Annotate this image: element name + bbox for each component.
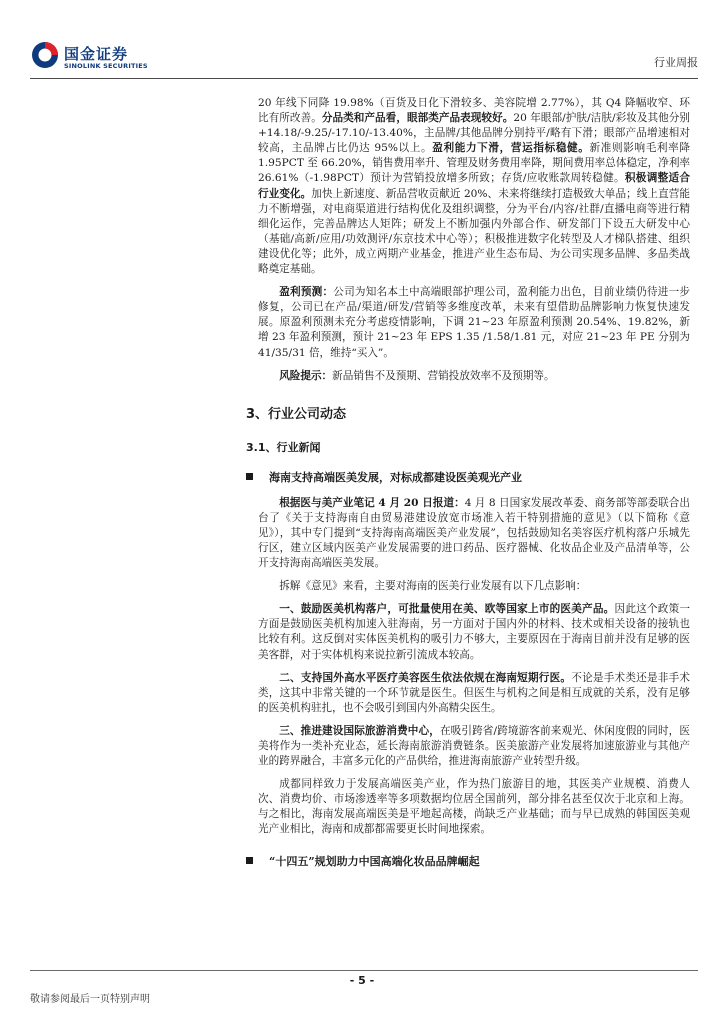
news-1-paragraph-1 — [258, 496, 690, 571]
news-1-text-1: 4 月 8 日国家发展改革委、商务部等部委联合出台了《关于支持海南自由贸易港建设放宽市场准入若干特别措施的意见》（以下简称《意见》），其中专门提到“支持海南高端医美产业发展”，包括鼓励知名美容医疗机构落户乐城先行区，建立区域内医美产业发展需要的进口药品、医疗器械、化妆品企业及产品清单等，公开支持海南高端医美发展。 — [258, 496, 690, 570]
analysis-text-3: 新准则影响毛利率降 1.95PCT 至 66.20%，销售费用率升、管理及财务费用率降，期间费用率总体稳定，净利率 26.61%（-1.98PCT）预计为营销投放增多所致；存货/应收账款周转稳健。 — [258, 142, 691, 185]
section-3-heading: 3、行业公司动态 — [246, 406, 347, 422]
news-1-point-3: 三、推进建设国际旅游消费中心， — [279, 724, 440, 737]
analysis-text-2: 20 年眼部/护肤/洁肤/彩妆及其他分别+14.18/-9.25/-17.10/-13.40%，主品牌/其他品牌分别持平/略有下滑；眼部产品增速相对较高，主品牌占比仍达 95%以上。 — [258, 112, 691, 155]
company-analysis-paragraph — [258, 96, 690, 277]
news-1-text-5: 在吸引跨省/跨境游客前来观光、休闲度假的同时，医美将作为一类补充业态，延长海南旅游消费链条。医美旅游产业发展将加速旅游业与其他产业的跨界融合，丰富多元化的产品供给，推进海南旅游产业转型升级。 — [258, 724, 690, 768]
news-1-source: 根据医与美产业笔记 4 月 20 日报道： — [279, 496, 465, 509]
page-header — [30, 36, 698, 76]
news-2-title: “十四五”规划助力中国高端化妆品品牌崛起 — [269, 854, 480, 868]
square-bullet-icon — [246, 473, 253, 480]
section-3-1-heading: 3.1、行业新闻 — [246, 440, 321, 454]
analysis-text-1: 20 年线下同降 19.98%（百货及日化下滑较多、美容院增 2.77%），其 Q4 降幅收窄、环比有所改善。 — [258, 97, 690, 125]
profit-forecast-paragraph — [258, 285, 690, 360]
news-1-heading — [246, 470, 690, 486]
logo-text-en: SINOLINK SECURITIES — [64, 62, 148, 70]
profit-forecast-text: 公司为知名本土中高端眼部护理公司，盈利能力出色，目前业绩仍待进一步修复，公司已在产品/渠道/研发/营销等多维度改革，未来有望借助品牌影响力恢复快速发展。原盈利预测未充分考虑疫情影响，下调 21~23 年原盈利预测 20.54%、19.82%，新增 23 年盈利预测，预计 21~23 年 EPS 1.35 /1.58/1.81 元，对应 21~23 年 PE 分别为 41/35/31 倍，维持“买入”。 — [258, 286, 691, 359]
footer-divider — [30, 970, 698, 971]
profit-forecast-label: 盈利预测： — [279, 286, 334, 299]
news-1-paragraph-5 — [258, 724, 690, 769]
news-1-paragraph-3 — [258, 602, 690, 662]
news-1-paragraph-4 — [258, 671, 690, 716]
page-number: - 5 - — [349, 974, 375, 987]
square-bullet-icon — [246, 857, 253, 864]
analysis-text-4: 加快上新速度、新品营收贡献近 20%、未来将继续打造极致大单品；线上直营能力不断增强，对电商渠道进行结构优化及组织调整，分为平台/内容/社群/直播电商等进行精细化运作，完善品牌达人矩阵；研发上不断加强内外部合作、研发部门下设五大研发中心（基础/高新/应用/功效测评/东京技术中心等）；积极推进数字化转型及人才梯队搭建、组织建设优化等；此外，成立两期产业基金，推进产业生态布局、为公司实现多品牌、多品类战略奠定基础。 — [258, 187, 690, 276]
footer-disclaimer: 敬请参阅最后一页特别声明 — [30, 994, 150, 1005]
news-1-point-2: 二、支持国外高水平医疗美容医生依法依规在海南短期行医。 — [279, 671, 572, 684]
logo-text-cn: 国金证券 — [64, 45, 129, 63]
news-1-text-3: 因此这个政策一方面是鼓励医美机构加速入驻海南，另一方面对于国内外的材料、技术或相关设备的接轨也比较有利。这反倒对实体医美机构的吸引力不够大，主要原因在于海南目前并没有足够的医美客群，对于实体机构来说拉新引流成本较高。 — [258, 603, 691, 661]
risk-warning-text: 新品销售不及预期、营销投放效率不及预期等。 — [332, 369, 555, 382]
news-1-point-1: 一、鼓励医美机构落户，可批量使用在美、欧等国家上市的医美产品。 — [279, 603, 615, 616]
main-content — [246, 96, 691, 880]
news-1-paragraph-6 — [258, 777, 690, 837]
news-1-text-6: 成都同样致力于发展高端医美产业，作为热门旅游目的地，其医美产业规模、消费人次、消费均价、市场渗透率等多项数据均位居全国前列，部分排名甚至仅次于北京和上海。与之相比，海南发展高端医美是平地起高楼，尚缺乏产业基础；而与早已成熟的韩国医美观光产业相比，海南和成都都需要更长时间地探索。 — [258, 778, 690, 836]
risk-warning-paragraph — [258, 369, 690, 384]
sinolink-logo-icon — [30, 40, 60, 70]
news-1-text-4: 不论是手术类还是非手术类，这其中非常关键的一个环节就是医生。但医生与机构之间是相互成就的关系，没有足够的医美机构驻扎，也不会吸引到国内外高精尖医生。 — [258, 671, 691, 714]
news-2-heading — [246, 854, 690, 870]
header-divider — [30, 78, 698, 79]
analysis-highlight-2: 盈利能力下滑，营运指标稳健。 — [432, 142, 590, 155]
risk-warning-label: 风险提示： — [279, 369, 333, 382]
analysis-highlight-1: 分品类和产品看，眼部类产品表现较好。 — [321, 112, 514, 125]
report-type-label: 行业周报 — [654, 56, 698, 69]
news-1-title: 海南支持高端医美发展，对标成都建设医美观光产业 — [269, 470, 522, 484]
news-1-text-2: 拆解《意见》来看，主要对海南的医美行业发展有以下几点影响： — [279, 580, 587, 593]
analysis-highlight-3: 积极调整适合行业变化。 — [258, 172, 690, 200]
news-1-paragraph-2 — [258, 579, 690, 594]
